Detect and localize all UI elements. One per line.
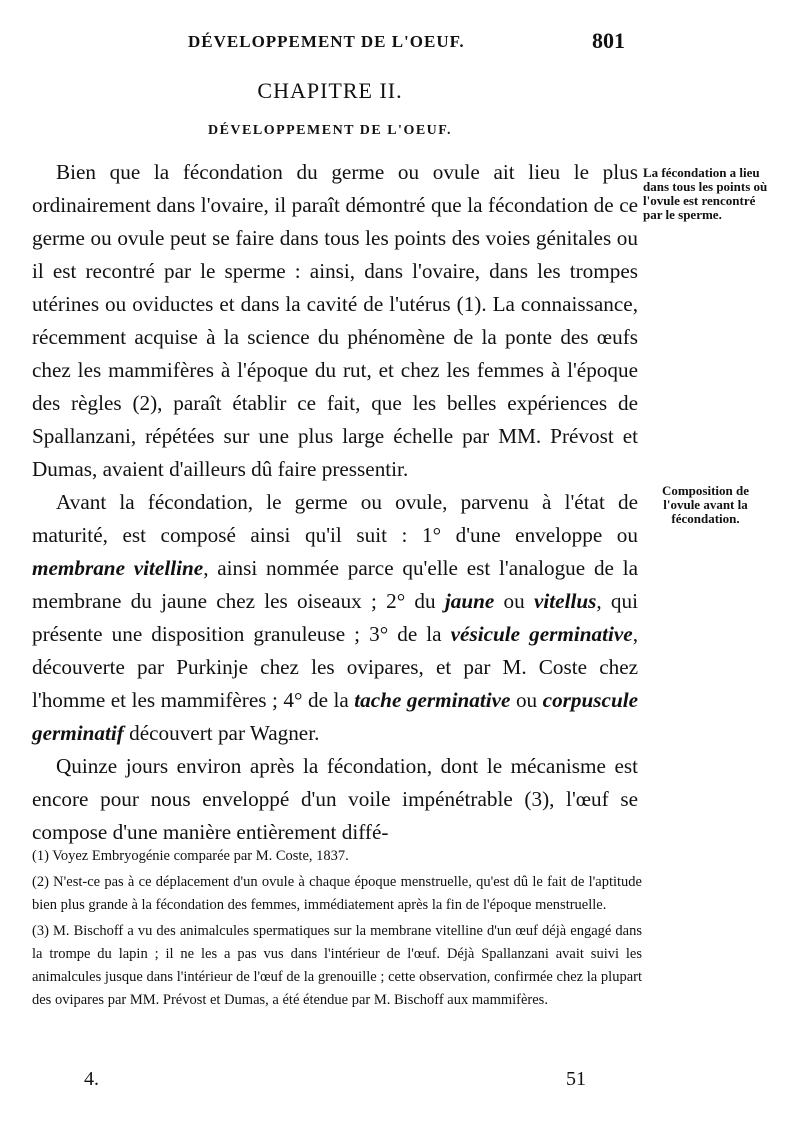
term-membrane-vitelline: membrane vitelline <box>32 556 204 580</box>
term-jaune: jaune <box>444 589 495 613</box>
running-head: DÉVELOPPEMENT DE L'OEUF. <box>188 32 465 51</box>
chapter-title: CHAPITRE II. <box>257 78 403 103</box>
margin-note-composition: Composition de l'ovule avant la fécondation. <box>661 483 750 526</box>
page-number: 801 <box>592 28 625 53</box>
paragraph-2: Avant la fécondation, le germe ou ovule, parvenu à l'état de maturité, est composé ainsi qu'il suit : 1° d'une enveloppe ou membrane vitelline, ainsi nommée parce qu'elle est l'analogue de la membrane du jaune chez les oiseaux ; 2° du jaune ou vitellus, qui présente une disposition granuleuse ; 3° de la vésicule germinative, découverte par Purkinje chez les ovipares, et par M. Coste chez l'homme et les mammifères ; 4° de la tache germinative ou corpuscule germinatif découvert par Wagner. <box>32 490 639 745</box>
term-vesicule-germinative: vésicule germinative <box>450 622 633 646</box>
footnote-2: (2) N'est-ce pas à ce déplacement d'un ovule à chaque époque menstruelle, qu'est dû le fait de l'aptitude bien plus grande à la fécondation des femmes, immédiatement après la fin de l'époque menstruelle. <box>32 874 642 913</box>
paragraph-1: Bien que la fécondation du germe ou ovule ait lieu le plus ordinairement dans l'ovaire, il paraît démontré que la fécondation de ce germe ou ovule peut se faire dans tous les points des voies génitales ou il est recontré par le sperme : ainsi, dans l'ovaire, dans les trompes utérines ou oviductes et dans la cavité de l'utérus (1). La connaissance, récemment acquise à la science du phénomène de la ponte des œufs chez les mammifères à l'époque du rut, et chez les femmes à l'époque des règles (2), paraît établir ce fait, que les belles expériences de Spallanzani, répétées sur une plus large échelle par MM. Prévost et Dumas, avaient d'ailleurs dû faire pressentir. <box>32 160 638 481</box>
paragraph-3: Quinze jours environ après la fécondation, dont le mécanisme est encore pour nous enveloppé d'un voile impénétrable (3), l'œuf se compose d'une manière entièrement diffé- <box>32 754 638 844</box>
term-corpuscule-germinatif: corpuscule germinatif <box>32 688 639 745</box>
signature-mark: 4. <box>84 1068 99 1090</box>
term-vitellus: vitellus <box>533 589 597 613</box>
footnotes <box>32 845 642 1015</box>
chapter-subtitle: DÉVELOPPEMENT DE L'OEUF. <box>207 123 453 138</box>
footnote-1: (1) Voyez Embryogénie comparée par M. Coste, 1837. <box>32 848 349 864</box>
main-text <box>32 156 638 849</box>
term-tache-germinative: tache germinative <box>354 688 511 712</box>
folio-number: 51 <box>566 1068 586 1090</box>
footnote-3: (3) M. Bischoff a vu des animalcules spermatiques sur la membrane vitelline d'un œuf déjà engagé dans la trompe du lapin ; il ne les a pas vus dans l'intérieur de l'œuf. Déjà Spallanzani avait suivi les animalcules jusque dans l'intérieur de l'œuf de la grenouille ; cette observation, confirmée chez la plupart des ovipares par MM. Prévost et Dumas, a été étendue par M. Bischoff aux mammifères. <box>32 923 642 1008</box>
margin-note-fecondation: La fécondation a lieu dans tous les points où l'ovule est rencontré par le sperme. <box>643 165 768 222</box>
